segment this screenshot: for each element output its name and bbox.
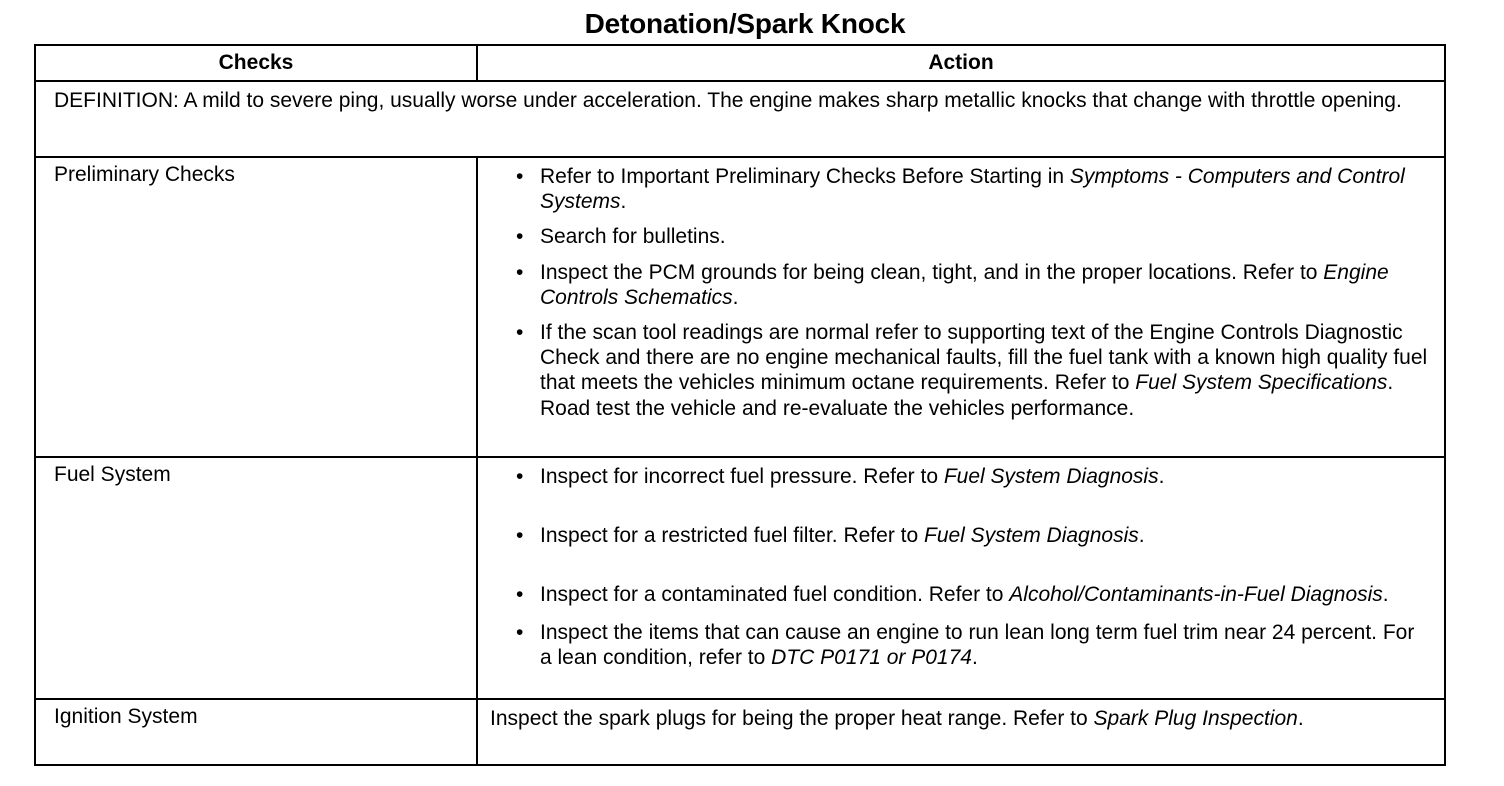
reference-link: Fuel System Diagnosis (924, 524, 1139, 548)
page-title: Detonation/Spark Knock (584, 8, 906, 39)
list-item: • Search for bulletins. (516, 225, 726, 249)
table-row (35, 157, 1445, 457)
bullet-icon: • (516, 583, 524, 607)
bullet-icon: • (516, 225, 524, 249)
bullet-icon: • (516, 165, 524, 188)
bullet-icon: • (516, 320, 524, 344)
list-item: • If the scan tool readings are normal refer to supporting text of the Engine Controls Diagnostic Check and there are no engine mechanical faults, fill the fuel tank with a known high quality fuel that meets the vehicles minimum octane requirements. Refer to Fuel System Specifications. Road test the vehicle and re-evaluate the vehicles performance. (516, 320, 1428, 420)
definition-text: DEFINITION: A mild to severe ping, usually worse under acceleration. The engine makes sharp metallic knocks that change with throttle opening. (35, 81, 1445, 157)
table-row (35, 457, 1445, 699)
list-item: • Inspect for a contaminated fuel condition. Refer to Alcohol/Contaminants-in-Fuel Diagnosis. (516, 583, 1389, 607)
check-label-fuel-system: Fuel System (35, 457, 477, 699)
check-label-ignition-system: Ignition System (35, 699, 477, 765)
bullet-icon: • (516, 620, 524, 644)
bullet-icon: • (516, 465, 524, 488)
list-item: • Inspect the items that can cause an engine to run lean long term fuel trim near 24 percent. For a lean condition, refer to DTC P0171 or P0174. (516, 620, 1415, 669)
list-item: • Inspect for incorrect fuel pressure. Refer to Fuel System Diagnosis. (516, 465, 1165, 488)
action-header: Action (477, 45, 1445, 81)
checks-header: Checks (35, 45, 477, 81)
bullet-icon: • (516, 260, 524, 284)
check-label-preliminary: Preliminary Checks (35, 157, 477, 457)
reference-link: Symptoms - Computers and Control Systems (540, 165, 1405, 214)
action-cell-preliminary (477, 157, 1445, 457)
reference-link: Engine Controls Schematics (540, 260, 1389, 309)
definition-row (35, 81, 1445, 157)
action-cell-fuel-system (477, 457, 1445, 699)
list-item: • Refer to Important Preliminary Checks Before Starting in Symptoms - Computers and Control Systems. (516, 165, 1405, 214)
table-row (35, 699, 1445, 765)
diagnostic-table (34, 44, 1446, 766)
reference-link: DTC P0171 or P0174 (771, 645, 972, 669)
reference-link: Fuel System Specifications (1135, 371, 1388, 395)
action-cell-ignition-system: Inspect the spark plugs for being the proper heat range. Refer to Spark Plug Inspection. (477, 699, 1445, 765)
bullet-icon: • (516, 524, 524, 548)
reference-link: Fuel System Diagnosis (943, 465, 1159, 488)
reference-link: Spark Plug Inspection (1093, 707, 1298, 730)
list-item: • Inspect for a restricted fuel filter. Refer to Fuel System Diagnosis. (516, 524, 1145, 548)
header-row (35, 45, 1445, 81)
reference-link: Alcohol/Contaminants-in-Fuel Diagnosis (1009, 583, 1383, 607)
list-item: • Inspect the PCM grounds for being clean, tight, and in the proper locations. Refer to Engine Controls Schematics. (516, 260, 1389, 309)
